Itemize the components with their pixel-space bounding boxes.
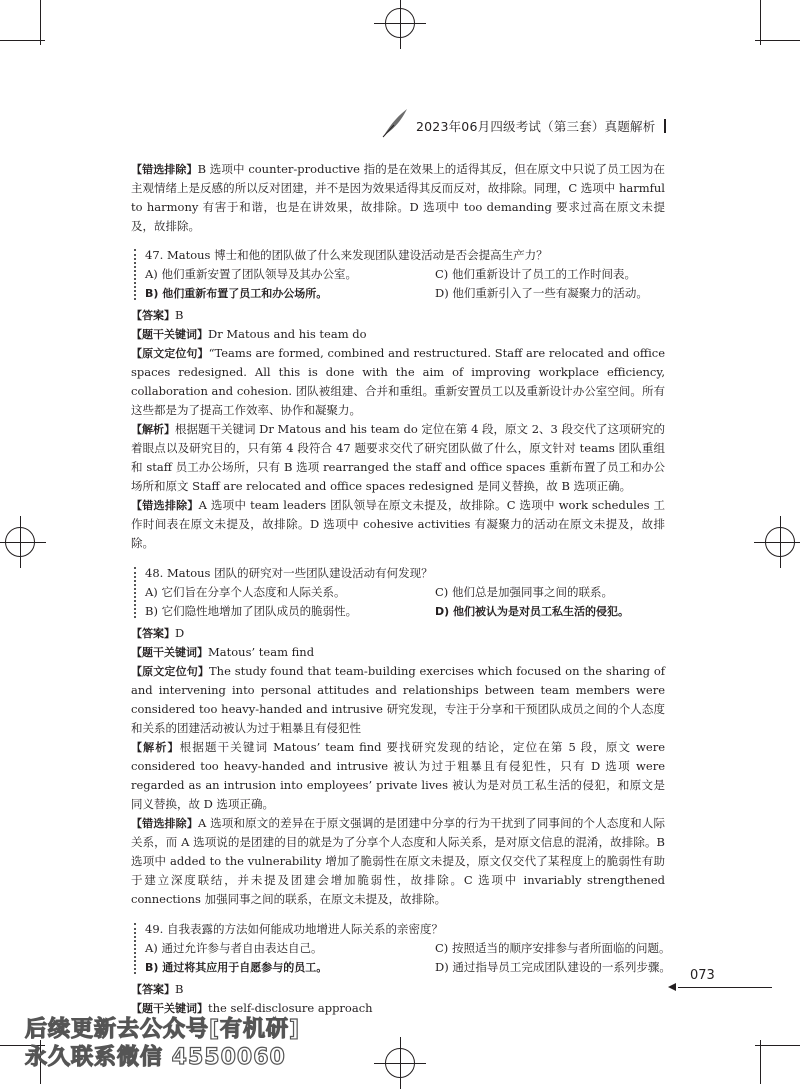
option-b: B) 它们隐性地增加了团队成员的脆弱性。 — [145, 604, 358, 618]
question-48 — [131, 564, 665, 621]
paragraph — [131, 344, 665, 420]
section-tag: 【答案】 — [131, 309, 175, 322]
paragraph — [131, 496, 665, 553]
paragraph — [131, 420, 665, 496]
page-content — [131, 160, 671, 1018]
crop-mark — [760, 1040, 761, 1084]
section-tag: 【题干关键词】 — [131, 1002, 208, 1015]
triangle-marker-icon — [668, 983, 676, 991]
option-b: B) 他们重新布置了员工和办公场所。 — [145, 287, 328, 300]
section-tag: 【解析】 — [131, 741, 180, 754]
section-tag: 【原文定位句】 — [131, 665, 210, 678]
question-49 — [131, 920, 671, 977]
section-tag: 【错选排除】 — [131, 817, 199, 830]
crop-mark — [40, 0, 41, 45]
question-stem: 48. Matous 团队的研究对一些团队建设活动有何发现？ — [145, 566, 433, 580]
header-bar — [664, 119, 666, 133]
section-tag: 【错选排除】 — [131, 499, 199, 512]
paragraph — [131, 738, 665, 814]
paragraph-text: The study found that team-building exercises which focused on the sharing of and intervening into personal attitudes and relationships between team members were considered too heavy-handed and intrusive 研究发现，专注于分享和干预团队成员之间的个人态度和关系的团建活动被认为过于粗暴且有侵犯性 — [131, 664, 666, 735]
paragraph-text: “Teams are formed, combined and restructured. Staff are relocated and office spaces redesigned. All this is done with the aim of improving workplace efficiency, collaboration and cohesion. 团队被组建、合并和重组。重新安置员工以及重新设计办公室空间。所有这些都是为了提高工作效率、协作和凝聚力。 — [131, 346, 666, 417]
option-d: D) 通过指导员工完成团队建设的一系列步骤。 — [435, 960, 671, 974]
options — [145, 583, 665, 621]
option-a: A) 他们重新安置了团队领导及其办公室。 — [145, 267, 357, 281]
option-d: D) 他们重新引入了一些有凝聚力的活动。 — [435, 286, 648, 300]
registration-mark-icon — [385, 8, 415, 38]
answer — [131, 980, 665, 999]
quill-pen-icon — [380, 107, 410, 139]
option-c: C) 他们重新设计了员工的工作时间表。 — [435, 267, 636, 281]
paragraph — [131, 814, 665, 909]
keyword-text: the self-disclosure approach — [208, 1001, 373, 1015]
section-tag: 【解析】 — [131, 423, 176, 436]
running-header — [380, 105, 680, 141]
option-a: A) 它们旨在分享个人态度和人际关系。 — [145, 585, 346, 599]
section-tag: 【错选排除】 — [131, 163, 198, 176]
section-tag: 【题干关键词】 — [131, 646, 208, 659]
keyword-text: Matous’ team find — [208, 645, 315, 659]
crop-mark — [755, 40, 800, 41]
watermark-line-2: 永久联系微信 4550060 — [25, 1045, 286, 1070]
page-number-box — [668, 968, 772, 990]
registration-mark-icon — [5, 527, 35, 557]
crop-mark — [755, 1045, 800, 1046]
answer — [131, 624, 665, 643]
paragraph-text: A 选项和原文的差异在于原文强调的是团建中分享的行为干扰到了同事间的个人态度和人际关系，而 A 选项说的是团建的目的就是为了分享个人态度和人际关系，是对原文信息的混淆，故排除。B 选项中 added to the vulnerability 增加了脆弱性在原文未提及，原文仅交代了某程度上的脆弱性有助于建立深度联结，并未提及团建会增加脆弱性，故排除。C 选项中 invariably strengthened connections 加强同事之间的联系，在原文未提及，故排除。 — [131, 816, 665, 906]
paragraph-text: 根据题干关键词 Dr Matous and his team do 定位在第 4 段，原文 2、3 段交代了这项研究的着眼点以及研究目的，只有第 4 段符合 47 题要求交代了研究团队做了什么，原文针对 teams 团队重组和 staff 员工办公场所，只有 B 选项 rearranged the staff and office spaces 重新布置了员工和办公场所和原文 Staff are relocated and office spaces redesigned 是同义替换，故 B 选项正确。 — [131, 422, 666, 493]
watermark-line-1: 后续更新去公众号[有机研] — [25, 1017, 301, 1042]
question-47 — [131, 246, 665, 303]
option-c: C) 按照适当的顺序安排参与者所面临的问题。 — [435, 941, 671, 955]
paragraph — [131, 160, 665, 236]
keyword — [131, 643, 665, 662]
divider — [678, 987, 772, 988]
answer-value: D — [175, 626, 185, 640]
options — [145, 265, 665, 303]
answer-value: B — [175, 982, 184, 996]
keyword — [131, 325, 665, 344]
crop-mark — [0, 40, 45, 41]
options — [145, 939, 671, 977]
question-stem: 47. Matous 博士和他的团队做了什么来发现团队建设活动是否会提高生产力？ — [145, 248, 548, 262]
paragraph-text: A 选项中 team leaders 团队领导在原文未提及，故排除。C 选项中 work schedules 工作时间表在原文未提及，故排除。D 选项中 cohesive activities 有凝聚力的活动在原文未提及，故排除。 — [131, 498, 665, 550]
header-title: 2023年06月四级考试（第三套）真题解析 — [416, 119, 656, 134]
option-a: A) 通过允许参与者自由表达自己。 — [145, 941, 323, 955]
keyword-text: Dr Matous and his team do — [208, 327, 367, 341]
question-stem: 49. 自我表露的方法如何能成功地增进人际关系的亲密度？ — [145, 922, 443, 936]
paragraph — [131, 662, 665, 738]
paragraph-text: 根据题干关键词 Matous’ team find 要找研究发现的结论，定位在第 5 段，原文 were considered too heavy-handed and intrusive 被认为过于粗暴且有侵犯性，只有 D 选项 were regarded as an intrusion into employees’ private lives 被认为是对员工私生活的侵犯，和原文是同义替换，故 D 选项正确。 — [131, 740, 665, 811]
section-tag: 【答案】 — [131, 983, 175, 996]
registration-mark-icon — [765, 527, 795, 557]
page-number: 073 — [690, 968, 715, 983]
registration-mark-icon — [385, 1048, 415, 1078]
answer-value: B — [175, 308, 184, 322]
section-tag: 【答案】 — [131, 627, 175, 640]
option-c: C) 他们总是加强同事之间的联系。 — [435, 585, 613, 599]
section-tag: 【题干关键词】 — [131, 328, 208, 341]
section-tag: 【原文定位句】 — [131, 347, 209, 360]
crop-mark — [760, 0, 761, 45]
paragraph-text: B 选项中 counter-productive 指的是在效果上的适得其反，但在原文中只说了员工因为在主观情绪上是反感的所以反对团建，并不是因为效果适得其反而反对，故排除。同理，C 选项中 harmful to harmony 有害于和谐，也是在讲效果，故排除。D 选项中 too demanding 要求过高在原文未提及，故排除。 — [131, 162, 666, 233]
option-b: B) 通过将其应用于自愿参与的员工。 — [145, 961, 328, 974]
answer — [131, 306, 665, 325]
option-d: D) 他们被认为是对员工私生活的侵犯。 — [435, 605, 629, 618]
